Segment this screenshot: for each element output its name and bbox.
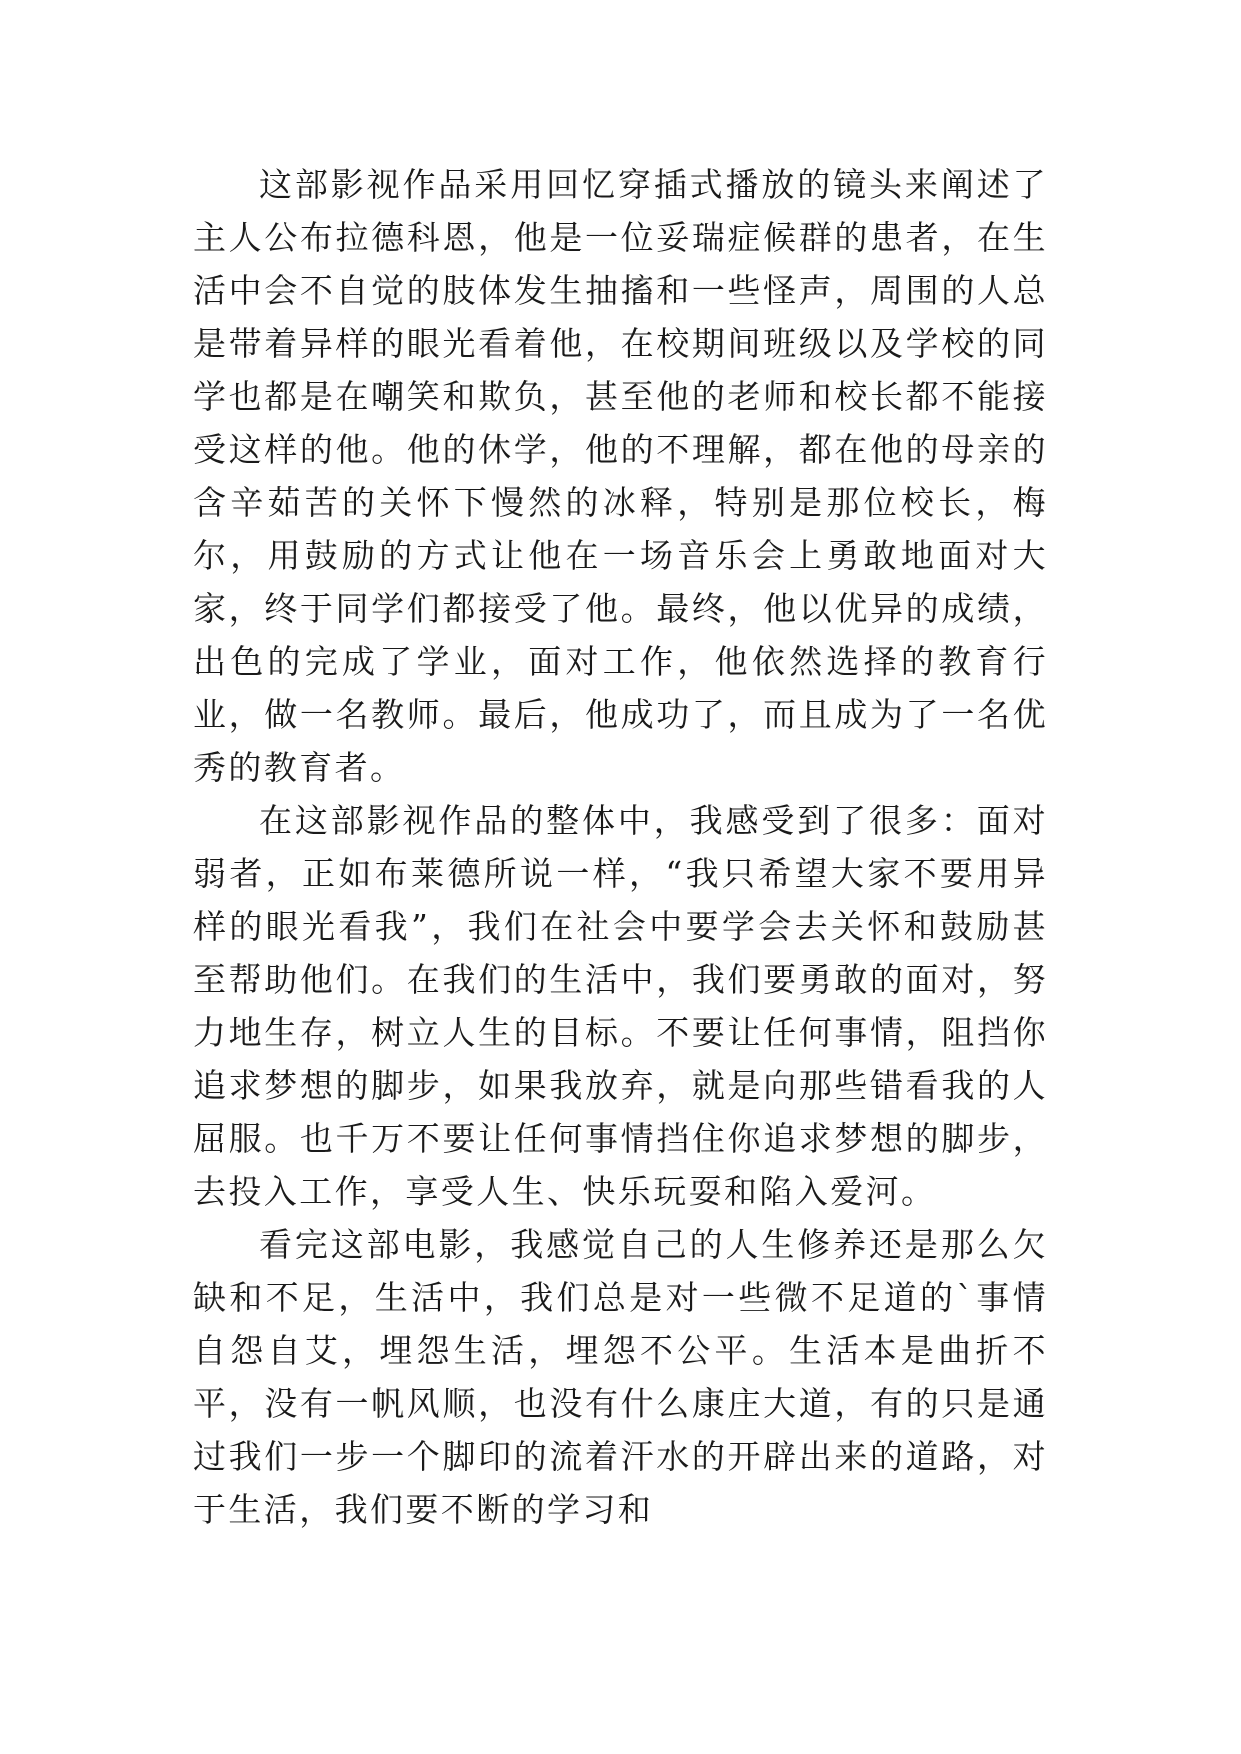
document-body [193,158,1048,1536]
paragraph-3: 看完这部电影，我感觉自己的人生修养还是那么欠缺和不足，生活中，我们总是对一些微不足道的`事情自怨自艾，埋怨生活，埋怨不公平。生活本是曲折不平，没有一帆风顺，也没有什么康庄大道，有的只是通过我们一步一个脚印的流着汗水的开辟出来的道路，对于生活，我们要不断的学习和 [193,1225,1048,1529]
paragraph-2: 在这部影视作品的整体中，我感受到了很多：面对弱者，正如布莱德所说一样，“我只希望大家不要用异样的眼光看我”，我们在社会中要学会去关怀和鼓励甚至帮助他们。在我们的生活中，我们要勇敢的面对，努力地生存，树立人生的目标。不要让任何事情，阻挡你追求梦想的脚步，如果我放弃，就是向那些错看我的人屈服。也千万不要让任何事情挡住你追求梦想的脚步，去投入工作，享受人生、快乐玩耍和陷入爱河。 [193,801,1048,1211]
paragraph-1: 这部影视作品采用回忆穿插式播放的镜头来阐述了主人公布拉德科恩，他是一位妥瑞症候群的患者，在生活中会不自觉的肢体发生抽搐和一些怪声，周围的人总是带着异样的眼光看着他，在校期间班级以及学校的同学也都是在嘲笑和欺负，甚至他的老师和校长都不能接受这样的他。他的休学，他的不理解，都在他的母亲的含辛茹苦的关怀下慢然的冰释，特别是那位校长，梅尔，用鼓励的方式让他在一场音乐会上勇敢地面对大家，终于同学们都接受了他。最终，他以优异的成绩，出色的完成了学业，面对工作，他依然选择的教育行业，做一名教师。最后，他成功了，而且成为了一名优秀的教育者。 [193,165,1048,787]
